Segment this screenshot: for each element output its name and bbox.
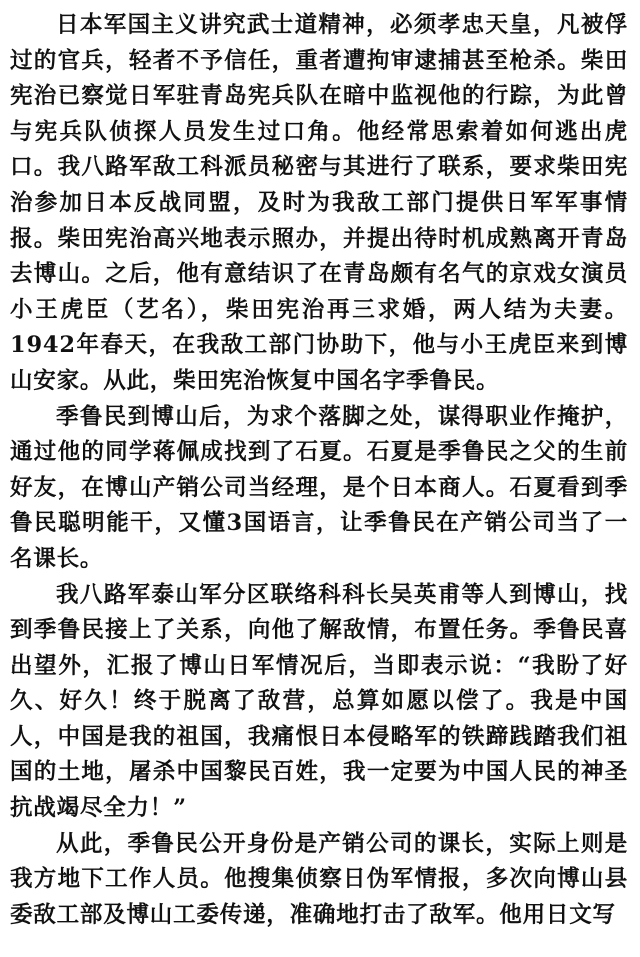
paragraph-1: 日本军国主义讲究武士道精神，必须孝忠天皇，凡被俘过的官兵，轻者不予信任，重者遭拘审逮捕甚至枪杀。柴田宪治已察觉日军驻青岛宪兵队在暗中监视他的行踪，为此曾与宪兵队侦探人员发生过口角。他经常思索着如何逃出虎口。我八路军敌工科派员秘密与其进行了联系，要求柴田宪治参加日本反战同盟，及时为我敌工部门提供日军军事情报。柴田宪治高兴地表示照办，并提出待时机成熟离开青岛去博山。之后，他有意结识了在青岛颇有名气的京戏女演员小王虎臣（艺名），柴田宪治再三求婚，两人结为夫妻。1942年春天，在我敌工部门协助下，他与小王虎臣来到博山安家。从此，柴田宪治恢复中国名字季鲁民。 <box>10 12 628 394</box>
paragraph-3: 我八路军泰山军分区联络科科长吴英甫等人到博山，找到季鲁民接上了关系，向他了解敌情，布置任务。季鲁民喜出望外，汇报了博山日军情况后，当即表示说：“我盼了好久、好久！终于脱离了敌营，总算如愿以偿了。我是中国人，中国是我的祖国，我痛恨日本侵略军的铁蹄践踏我们祖国的土地，屠杀中国黎民百姓，我一定要为中国人民的神圣抗战竭尽全力！” <box>10 581 628 822</box>
paragraph-4: 从此，季鲁民公开身份是产销公司的课长，实际上则是我方地下工作人员。他搜集侦察日伪军情报，多次向博山县委敌工部及博山工委传递，准确地打击了敌军。他用日文写 <box>10 830 628 928</box>
paragraph-2: 季鲁民到博山后，为求个落脚之处，谋得职业作掩护，通过他的同学蒋佩成找到了石夏。石夏是季鲁民之父的生前好友，在博山产销公司当经理，是个日本商人。石夏看到季鲁民聪明能干，又懂3国语言，让季鲁民在产销公司当了一名课长。 <box>10 403 628 572</box>
